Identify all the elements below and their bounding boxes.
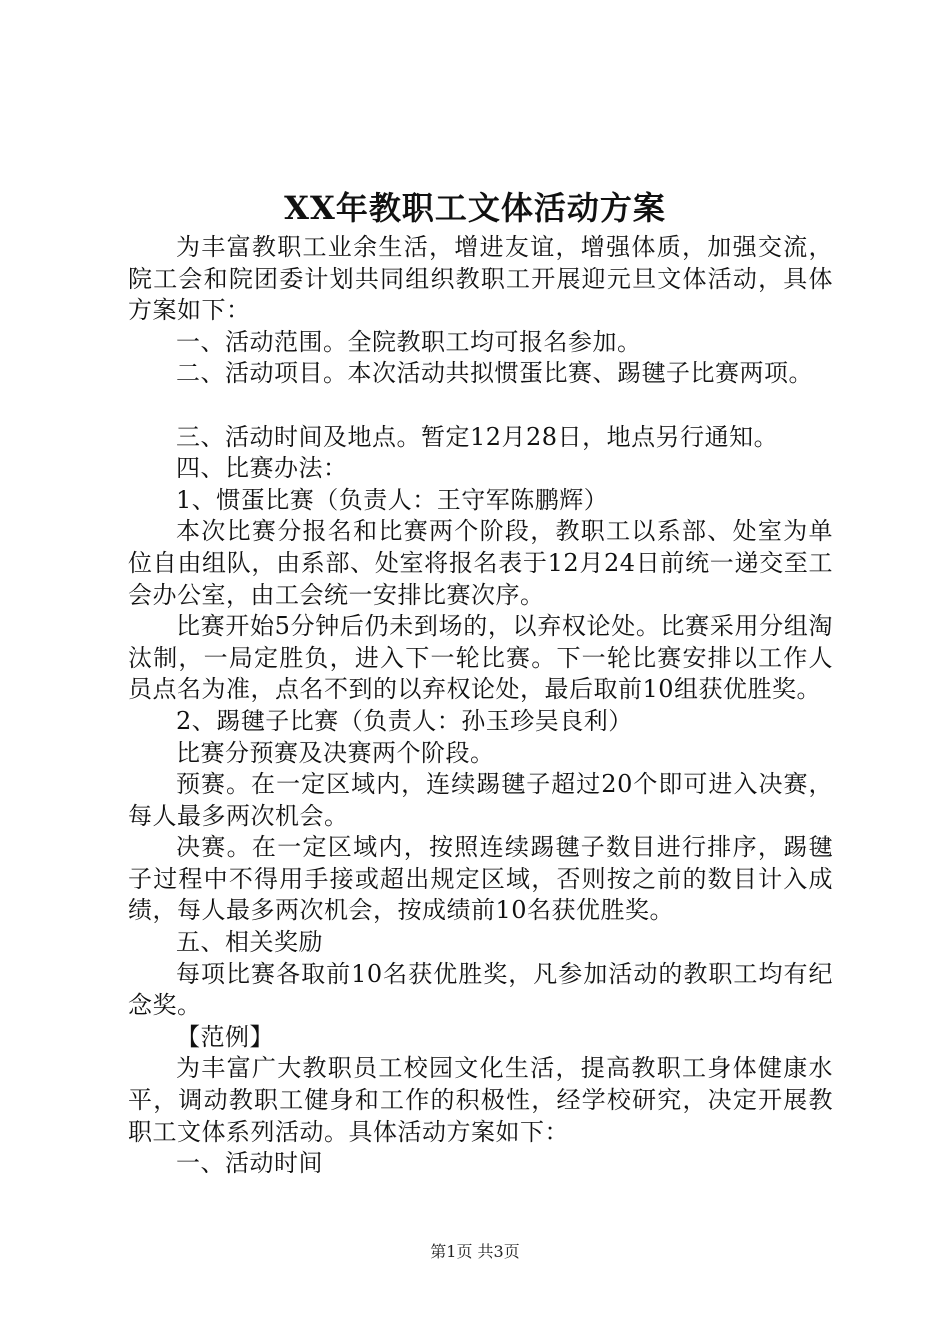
paragraph-scope: 一、活动范围。全院教职工均可报名参加。 bbox=[176, 327, 642, 356]
paragraph-time-place: 三、活动时间及地点。暂定12月28日，地点另行通知。 bbox=[176, 422, 779, 451]
paragraph-guandan-signup: 本次比赛分报名和比赛两个阶段，教职工以系部、处室为单位自由组队，由系部、处室将报名表于12月24日前统一递交至工会办公室，由工会统一安排比赛次序。 bbox=[128, 517, 833, 609]
paragraph-jianzi-heading: 2、踢毽子比赛（负责人：孙玉珍吴良利） bbox=[176, 706, 633, 735]
paragraph-guandan-heading: 1、惯蛋比赛（负责人：王守军陈鹏辉） bbox=[176, 485, 609, 514]
paragraph-awards: 每项比赛各取前10名获优胜奖，凡参加活动的教职工均有纪念奖。 bbox=[128, 959, 833, 1020]
paragraph-jianzi-stages: 比赛分预赛及决赛两个阶段。 bbox=[176, 738, 495, 767]
paragraph-guandan-rules: 比赛开始5分钟后仍未到场的，以弃权论处。比赛采用分组淘汰制，一局定胜负，进入下一轮比赛。下一轮比赛安排以工作人员点名为准，点名不到的以弃权论处，最后取前10组获优胜奖。 bbox=[128, 612, 833, 704]
paragraph-items: 二、活动项目。本次活动共拟惯蛋比赛、踢毽子比赛两项。 bbox=[176, 359, 813, 388]
document-title: XX年教职工文体活动方案 bbox=[284, 189, 666, 227]
paragraph-rules-heading: 四、比赛办法： bbox=[176, 454, 348, 483]
paragraph-jianzi-final: 决赛。在一定区域内，按照连续踢毽子数目进行排序，踢毽子过程中不得用手接或超出规定区域，否则按之前的数目计入成绩，每人最多两次机会，按成绩前10名获优胜奖。 bbox=[128, 833, 833, 925]
page-indicator: 第1页 共3页 bbox=[430, 1242, 520, 1261]
paragraph-intro: 为丰富教职工业余生活，增进友谊，增强体质，加强交流，院工会和院团委计划共同组织教职工开展迎元旦文体活动，具体方案如下： bbox=[128, 233, 833, 325]
paragraph-example-intro: 为丰富广大教职员工校园文化生活，提高教职工身体健康水平，调动教职工健身和工作的积极性，经学校研究，决定开展教职工文体系列活动。具体活动方案如下： bbox=[128, 1054, 833, 1146]
paragraph-awards-heading: 五、相关奖励 bbox=[176, 928, 323, 957]
paragraph-jianzi-prelim: 预赛。在一定区域内，连续踢毽子超过20个即可进入决赛，每人最多两次机会。 bbox=[128, 770, 833, 830]
paragraph-example-time-heading: 一、活动时间 bbox=[176, 1149, 323, 1178]
paragraph-example-label: 【范例】 bbox=[176, 1022, 274, 1051]
document-body bbox=[128, 232, 833, 1180]
